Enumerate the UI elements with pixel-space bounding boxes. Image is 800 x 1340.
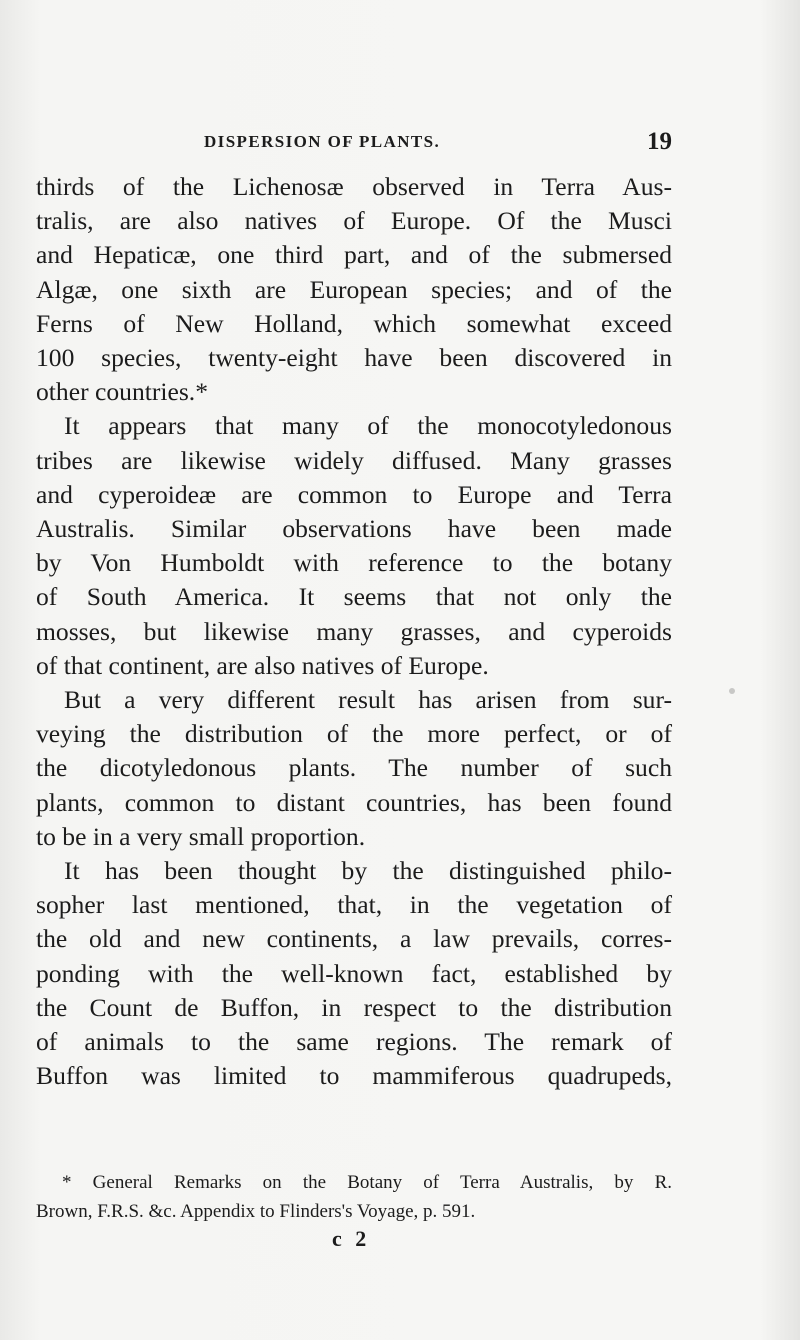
text-line: of that continent, are also natives of Europe.: [36, 650, 489, 680]
text-line: the Count de Buffon, in respect to the distribution: [36, 992, 672, 1022]
paragraph-1: [36, 170, 672, 409]
footnote: [36, 1168, 672, 1226]
text-line: 100 species, twenty-eight have been discovered in: [36, 343, 672, 373]
paragraph-3: [36, 683, 672, 854]
text-line: Buffon was limited to mammiferous quadrupeds,: [36, 1061, 672, 1091]
text-line: veying the distribution of the more perfect, or of: [36, 719, 672, 749]
text-line: and cyperoideæ are common to Europe and Terra: [36, 479, 672, 509]
text-line: to be in a very small proportion.: [36, 821, 366, 851]
text-line: But a very different result has arisen from sur-: [64, 685, 672, 715]
text-line: of animals to the same regions. The remark of: [36, 1027, 672, 1057]
footnote-line: Brown, F.R.S. &c. Appendix to Flinders's Voyage, p. 591.: [36, 1201, 476, 1222]
page-header: [36, 128, 672, 162]
footnote-line: * General Remarks on the Botany of Terra Australis, by R.: [62, 1172, 672, 1193]
text-line: It appears that many of the monocotyledonous: [64, 411, 672, 441]
text-line: Algæ, one sixth are European species; and of the: [36, 274, 672, 304]
text-line: sopher last mentioned, that, in the vegetation of: [36, 890, 672, 920]
text-line: It has been thought by the distinguished philo-: [64, 856, 672, 886]
body-text: [36, 170, 672, 1093]
page-number: 19: [647, 128, 672, 155]
text-line: thirds of the Lichenosæ observed in Terra Aus-: [36, 172, 672, 201]
text-line: other countries.*: [36, 377, 208, 407]
paragraph-2: [36, 409, 672, 683]
paragraph-4: [36, 854, 672, 1093]
text-line: and Hepaticæ, one third part, and of the submersed: [36, 240, 672, 270]
text-line: the dicotyledonous plants. The number of such: [36, 753, 672, 783]
text-line: by Von Humboldt with reference to the botany: [36, 548, 672, 578]
text-line: Australis. Similar observations have been made: [36, 514, 672, 544]
text-line: mosses, but likewise many grasses, and cyperoids: [36, 616, 672, 646]
text-line: tribes are likewise widely diffused. Many grasses: [36, 445, 672, 475]
paper-spot: [729, 688, 735, 694]
text-line: plants, common to distant countries, has been found: [36, 787, 672, 817]
signature-mark: c 2: [332, 1226, 371, 1251]
text-line: ponding with the well-known fact, established by: [36, 958, 672, 988]
running-head: DISPERSION OF PLANTS.: [204, 132, 441, 151]
text-line: the old and new continents, a law prevails, corres-: [36, 924, 672, 954]
text-line: of South America. It seems that not only the: [36, 582, 672, 612]
text-line: Ferns of New Holland, which somewhat exceed: [36, 308, 672, 338]
text-line: tralis, are also natives of Europe. Of the Musci: [36, 206, 672, 236]
